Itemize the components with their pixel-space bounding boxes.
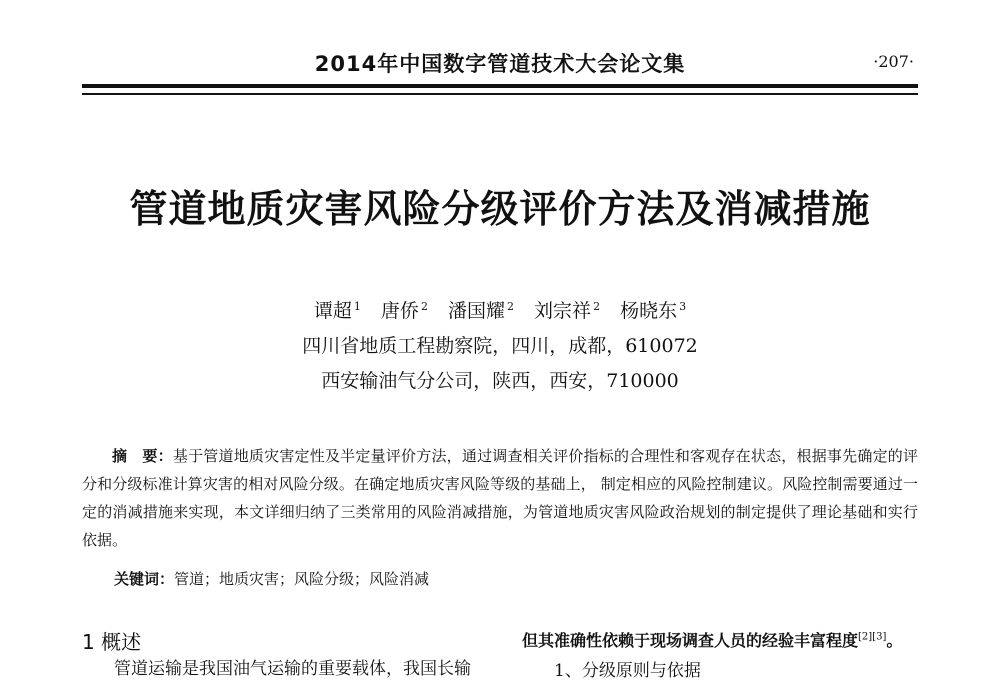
running-header-title: 2014年中国数字管道技术大会论文集	[314, 52, 686, 76]
author	[381, 300, 428, 322]
keywords-label: 关键词：	[114, 570, 175, 588]
author-affil-marker: 3	[679, 299, 687, 313]
author-affil-marker: 1	[353, 299, 361, 313]
author-name: 潘国耀	[447, 300, 505, 322]
left-column-text: 管道运输是我国油气运输的重要载体，我国长输	[114, 659, 471, 679]
author-affil-marker: 2	[507, 299, 514, 313]
affiliation-1: 四川省地质工程勘察院，四川，成都，610072	[302, 335, 698, 357]
author	[314, 300, 361, 322]
author-name: 杨晓东	[620, 300, 678, 322]
header-rule-thin	[82, 93, 918, 95]
section-heading: 1 概述	[82, 630, 142, 654]
author-affil-marker: 2	[593, 299, 601, 313]
author	[620, 300, 686, 322]
abstract-text: 基于管道地质灾害定性及半定量评价方法，通过调查相关评价指标的合理性和客观存在状态，根据事先确定的评分和分级标准计算灾害的相对风险分级。在确定地质灾害风险等级的基础上， 制定相应的风险控制建议。风险控制需要通过一定的消减措施来实现，本文详细归纳了三类常用的风险消减措施，为管道地质灾害风险政治规划的制定提供了理论基础和实行依据。	[82, 447, 918, 549]
affiliation-2: 西安输油气分公司，陕西，西安，710000	[321, 370, 679, 392]
abstract-label: 摘 要：	[112, 447, 173, 465]
citation-marker: [2][3]	[858, 631, 887, 643]
author	[448, 300, 514, 322]
abstract	[82, 442, 918, 554]
right-column-text	[522, 628, 902, 651]
right-text: 但其准确性依赖于现场调查人员的经验丰富程度	[522, 631, 859, 650]
subsection-heading: 1、分级原则与依据	[554, 661, 701, 681]
keywords-text: 管道；地质灾害；风险分级；风险消减	[174, 570, 430, 588]
header-rule-thick	[82, 84, 918, 88]
paper-title: 管道地质灾害风险分级评价方法及消减措施	[129, 187, 871, 231]
author-name: 刘宗祥	[534, 300, 592, 322]
keywords	[114, 568, 429, 589]
author-list	[0, 296, 1000, 323]
page-number: ·207·	[873, 52, 914, 71]
author-name: 谭超	[313, 300, 352, 322]
author	[534, 300, 600, 322]
right-text-end: 。	[886, 631, 903, 650]
author-affil-marker: 2	[420, 299, 428, 313]
author-name: 唐侨	[380, 300, 419, 322]
